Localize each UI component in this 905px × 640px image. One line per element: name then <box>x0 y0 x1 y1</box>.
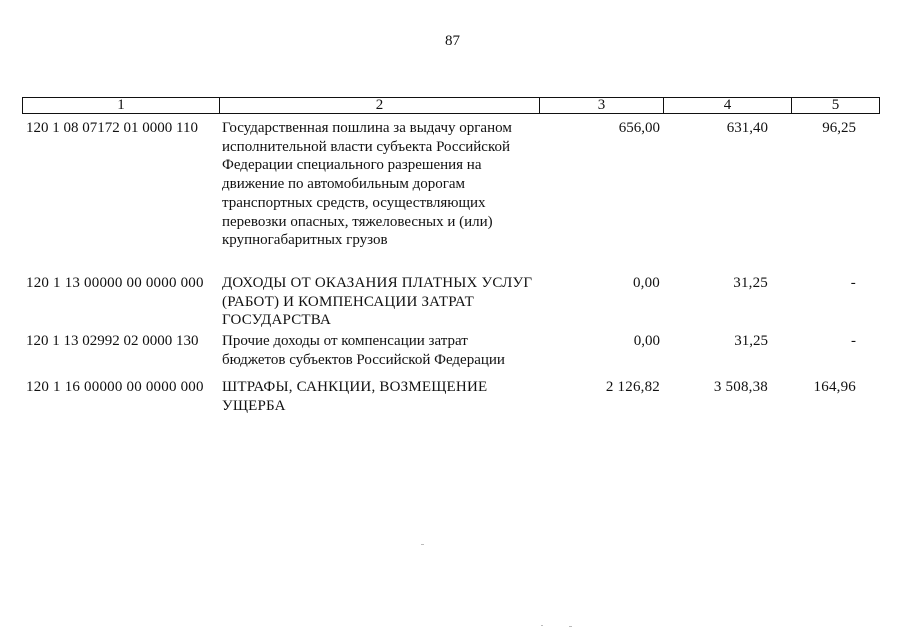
value-col3: 656,00 <box>618 120 660 136</box>
budget-code: 120 1 13 00000 00 0000 000 <box>26 275 204 291</box>
value-col5: - <box>851 333 856 349</box>
column-header-5: 5 <box>831 97 840 113</box>
column-header-4: 4 <box>664 98 792 113</box>
budget-code: 120 1 08 07172 01 0000 110 <box>26 120 198 136</box>
budget-code: 120 1 16 00000 00 0000 000 <box>26 379 204 395</box>
description-line: исполнительной власти субъекта Российской <box>222 138 511 155</box>
description-line: ШТРАФЫ, САНКЦИИ, ВОЗМЕЩЕНИЕ <box>222 379 488 395</box>
description-line: УЩЕРБА <box>222 397 286 414</box>
description-line: Государственная пошлина за выдачу органом <box>222 120 512 136</box>
row-description <box>222 274 540 330</box>
description-line: бюджетов субъектов Российской Федерации <box>222 351 505 368</box>
value-col3: 2 126,82 <box>605 379 660 395</box>
column-header-3: 3 <box>540 98 664 113</box>
table-header-row <box>22 97 880 114</box>
description-line: ГОСУДАРСТВА <box>222 312 332 329</box>
column-header-2: 2 <box>220 98 540 113</box>
scan-speck <box>421 544 424 545</box>
page-number: 87 <box>445 33 460 49</box>
value-col5: - <box>850 275 856 291</box>
description-line: транспортных средств, осуществляющих <box>222 194 486 211</box>
row-description <box>222 378 540 415</box>
description-line: крупногабаритных грузов <box>222 232 388 249</box>
description-line: Прочие доходы от компенсации затрат <box>222 333 468 349</box>
column-header-1: 1 <box>23 98 220 113</box>
description-line: движение по автомобильным дорогам <box>222 176 466 193</box>
value-col3: 0,00 <box>632 275 660 291</box>
description-line: Федерации специального разрешения на <box>222 157 482 174</box>
value-col4: 31,25 <box>733 275 768 291</box>
description-line: ДОХОДЫ ОТ ОКАЗАНИЯ ПЛАТНЫХ УСЛУГ <box>222 275 533 291</box>
description-line: (РАБОТ) И КОМПЕНСАЦИИ ЗАТРАТ <box>222 293 474 310</box>
value-col4: 31,25 <box>734 333 768 349</box>
row-description <box>222 332 540 369</box>
scan-speck <box>541 625 543 626</box>
value-col4: 3 508,38 <box>713 379 768 395</box>
value-col5: 96,25 <box>822 120 856 136</box>
row-description <box>222 119 540 250</box>
scan-speck <box>569 626 572 627</box>
description-line: перевозки опасных, тяжеловесных и (или) <box>222 213 493 230</box>
value-col5: 164,96 <box>813 379 856 395</box>
budget-code: 120 1 13 02992 02 0000 130 <box>26 333 199 349</box>
value-col3: 0,00 <box>633 333 660 349</box>
value-col4: 631,40 <box>726 120 768 136</box>
